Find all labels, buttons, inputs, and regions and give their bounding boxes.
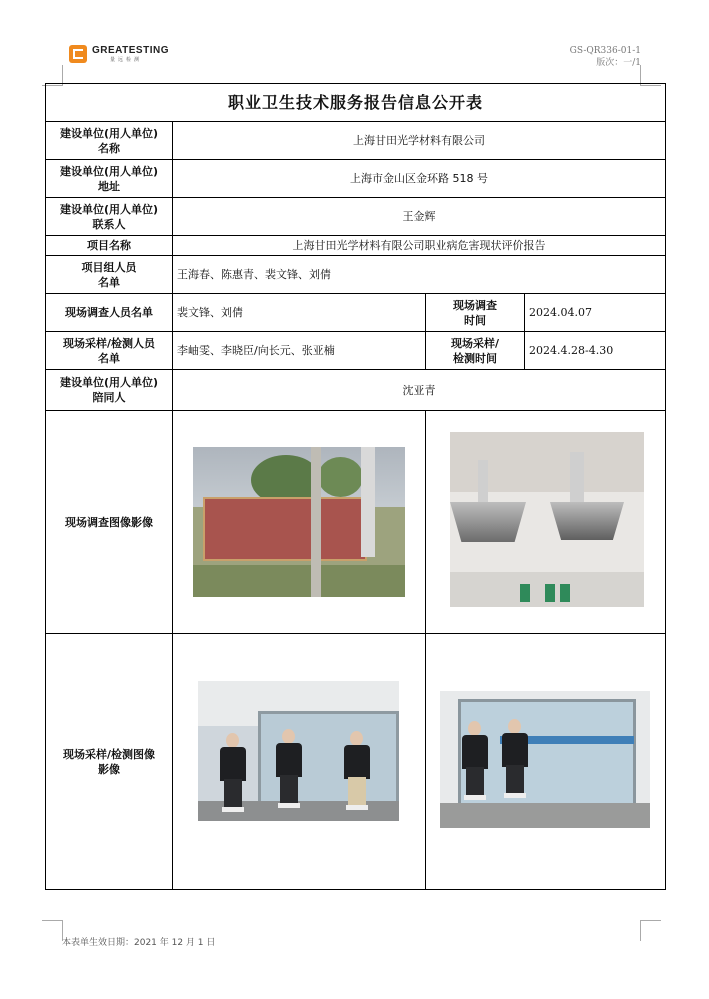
corner-mark	[42, 920, 63, 941]
survey-photo-cell-1	[173, 411, 426, 634]
doc-code: GS-QR336-01-1	[569, 46, 641, 56]
brand-name-cn: 量远检测	[110, 56, 143, 63]
doc-code-block	[570, 45, 641, 69]
corner-mark	[640, 920, 661, 941]
unit-name-label: 建设单位(用人单位) 名称	[46, 122, 173, 160]
unit-name-value: 上海甘田光学材料有限公司	[173, 122, 666, 160]
survey-people-value: 裴文锋、刘倩	[173, 294, 426, 332]
sampling-person-photo	[440, 691, 650, 828]
project-name-label: 项目名称	[46, 236, 173, 256]
sampling-time-label: 现场采样/ 检测时间	[426, 332, 525, 370]
sampling-people-label: 现场采样/检测人员 名单	[46, 332, 173, 370]
sampling-people-value: 李岫雯、李晓臣/向长元、张亚楠	[173, 332, 426, 370]
escort-value: 沈亚青	[173, 370, 666, 411]
form-title: 职业卫生技术服务报告信息公开表	[46, 84, 666, 122]
disclosure-form-table	[45, 83, 666, 890]
project-name-value: 上海甘田光学材料有限公司职业病危害现状评价报告	[173, 236, 666, 256]
sampling-images-label: 现场采样/检测图像 影像	[46, 634, 173, 890]
doc-version: 版次：一/1	[596, 58, 641, 68]
fume-hood-photo	[450, 432, 644, 607]
team-members-label: 项目组人员 名单	[46, 256, 173, 294]
survey-photo-cell-2	[426, 411, 666, 634]
survey-images-label: 现场调查图像影像	[46, 411, 173, 634]
sampling-photo-cell-1	[173, 634, 426, 890]
site-entrance-photo	[193, 447, 405, 597]
sampling-photo-cell-2	[426, 634, 666, 890]
survey-people-label: 现场调查人员名单	[46, 294, 173, 332]
brand-name-en: GREATESTING	[92, 44, 169, 56]
sampling-time-value: 2024.4.28-4.30	[525, 332, 666, 370]
contact-value: 王金辉	[173, 198, 666, 236]
escort-label: 建设单位(用人单位) 陪同人	[46, 370, 173, 411]
unit-address-label: 建设单位(用人单位) 地址	[46, 160, 173, 198]
survey-time-value: 2024.04.07	[525, 294, 666, 332]
logo-icon	[69, 45, 87, 63]
company-sign-image	[203, 497, 367, 561]
unit-address-value: 上海市金山区金环路 518 号	[173, 160, 666, 198]
sampling-team-photo	[198, 681, 399, 821]
contact-label: 建设单位(用人单位) 联系人	[46, 198, 173, 236]
survey-time-label: 现场调查 时间	[426, 294, 525, 332]
team-members-value: 王海春、陈惠青、裴文锋、刘倩	[173, 256, 666, 294]
company-logo	[69, 45, 169, 63]
effective-date: 本表单生效日期：2021 年 12 月 1 日	[62, 938, 216, 948]
